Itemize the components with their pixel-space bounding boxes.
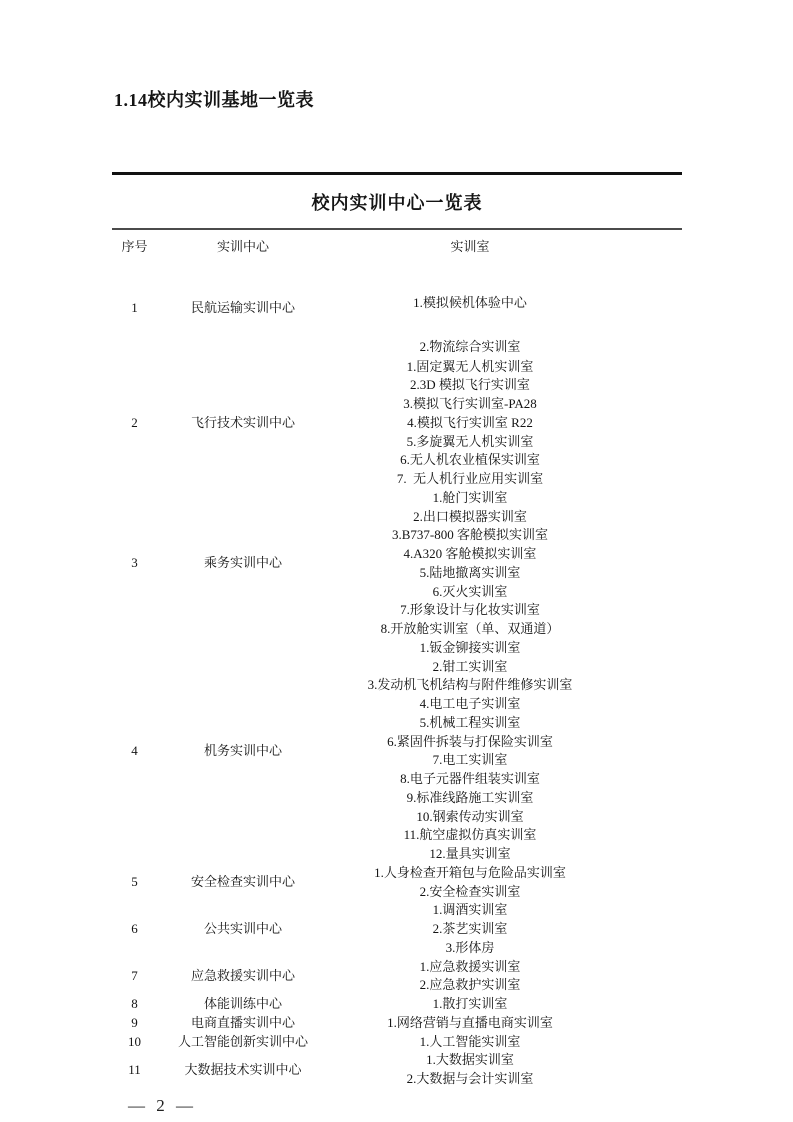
training-room-list	[329, 958, 611, 996]
table-row	[112, 1033, 682, 1052]
room-item: 2.物流综合实训室	[419, 338, 521, 354]
room-item: 6.紧固件拆装与打保险实训室	[387, 733, 553, 749]
room-item: 3.B737-800 客舱模拟实训室	[391, 527, 548, 543]
training-center-name: 大数据技术实训中心	[184, 1061, 302, 1077]
room-item: 7.电工实训室	[432, 752, 508, 768]
room-item: 1.舱门实训室	[432, 489, 508, 505]
training-center-name: 人工智能创新实训中心	[177, 1033, 308, 1049]
room-item: 1.固定翼无人机实训室	[406, 358, 534, 374]
training-room-list	[329, 864, 611, 902]
room-item: 3.形体房	[445, 939, 495, 955]
training-room-list	[329, 1033, 611, 1052]
training-room-list	[329, 358, 611, 489]
room-item: 2.应急救护实训室	[419, 977, 521, 993]
table-row	[112, 358, 682, 489]
training-room-list	[329, 1014, 611, 1033]
room-item: 1.大数据实训室	[426, 1052, 514, 1068]
row-serial-number: 4	[131, 742, 138, 758]
table-row	[112, 901, 682, 957]
training-center-name: 公共实训中心	[203, 921, 282, 936]
training-center-name: 民航运输实训中心	[190, 300, 295, 316]
page-number: — 2 —	[128, 1096, 193, 1115]
room-item: 7.形象设计与化妆实训室	[400, 602, 540, 618]
column-header-serial: 序号	[121, 238, 148, 254]
room-item: 5.陆地撤离实训室	[419, 564, 521, 580]
room-item: 1.网络营销与直播电商实训室	[387, 1014, 553, 1030]
table-row	[112, 1051, 682, 1089]
room-item: 2.出口模拟器实训室	[413, 508, 527, 524]
row-serial-number: 2	[131, 414, 138, 430]
table-row	[112, 260, 682, 358]
room-item: 6.无人机农业植保实训室	[400, 452, 540, 468]
room-item: 1.应急救援实训室	[419, 958, 521, 974]
row-serial-number: 10	[128, 1033, 141, 1049]
room-item: 2.安全检查实训室	[419, 883, 521, 899]
room-item: 4.A320 客舱模拟实训室	[403, 546, 537, 561]
row-serial-number: 6	[131, 921, 138, 936]
room-item: 8.电子元器件组装实训室	[400, 771, 540, 786]
row-serial-number: 8	[131, 996, 138, 1011]
room-item: 3.发动机飞机结构与附件维修实训室	[367, 677, 573, 693]
room-item: 6.灭火实训室	[432, 583, 508, 599]
training-center-name: 机务实训中心	[203, 742, 282, 758]
training-room-list	[329, 901, 611, 957]
room-item: 4.电工电子实训室	[419, 696, 521, 711]
table-row	[112, 995, 682, 1014]
room-item: 5.机械工程实训室	[419, 714, 521, 730]
table-header-row	[112, 230, 682, 260]
training-room-list	[329, 1051, 611, 1089]
column-header-training-center: 实训中心	[216, 238, 269, 254]
row-serial-number: 9	[131, 1014, 138, 1030]
room-item: 1.散打实训室	[432, 996, 508, 1011]
table-row	[112, 1014, 682, 1033]
row-serial-number: 7	[131, 967, 138, 983]
room-item: 1.人身检查开箱包与危险品实训室	[374, 864, 566, 880]
training-room-list	[329, 260, 611, 358]
row-serial-number: 5	[131, 874, 138, 890]
room-item: 2.大数据与会计实训室	[406, 1071, 534, 1086]
room-item: 2.3D 模拟飞行实训室	[410, 377, 530, 393]
room-item: 2.茶艺实训室	[432, 921, 508, 936]
room-item: 1.模拟候机体验中心	[413, 295, 527, 310]
row-serial-number: 11	[128, 1061, 141, 1077]
room-item: 9.标准线路施工实训室	[406, 789, 534, 805]
training-center-name: 飞行技术实训中心	[190, 414, 295, 430]
room-item: 12.量具实训室	[429, 846, 511, 861]
table-row	[112, 639, 682, 864]
room-item: 2.钳工实训室	[432, 658, 508, 674]
room-item: 4.模拟飞行实训室 R22	[407, 414, 533, 430]
row-serial-number: 1	[131, 300, 138, 316]
room-item: 1.钣金铆接实训室	[419, 639, 521, 655]
room-item: 10.钢索传动实训室	[416, 808, 524, 824]
training-center-name: 乘务实训中心	[203, 555, 282, 571]
room-item: 8.开放舱实训室（单、双通道）	[380, 621, 560, 636]
training-center-name: 体能训练中心	[203, 996, 282, 1011]
room-item: 7. 无人机行业应用实训室	[396, 471, 544, 486]
training-centers-table	[112, 172, 682, 1089]
room-item: 5.多旋翼无人机实训室	[406, 433, 534, 449]
room-item: 1.人工智能实训室	[419, 1033, 521, 1049]
table-row	[112, 489, 682, 639]
training-room-list	[329, 639, 611, 864]
training-center-name: 电商直播实训中心	[190, 1014, 295, 1030]
column-header-training-room: 实训室	[450, 238, 490, 254]
room-item: 3.模拟飞行实训室-PA28	[403, 396, 537, 411]
training-center-name: 安全检查实训中心	[190, 874, 295, 890]
section-title: 1.14校内实训基地一览表	[114, 90, 314, 110]
training-center-name: 应急救援实训中心	[190, 967, 295, 983]
table-body	[112, 260, 682, 1089]
table-row	[112, 958, 682, 996]
table-row	[112, 864, 682, 902]
table-title: 校内实训中心一览表	[311, 192, 483, 213]
room-item: 1.调酒实训室	[432, 902, 508, 918]
training-room-list	[329, 995, 611, 1014]
training-room-list	[329, 489, 611, 639]
row-serial-number: 3	[131, 555, 138, 571]
room-item: 11.航空虚拟仿真实训室	[403, 827, 537, 843]
